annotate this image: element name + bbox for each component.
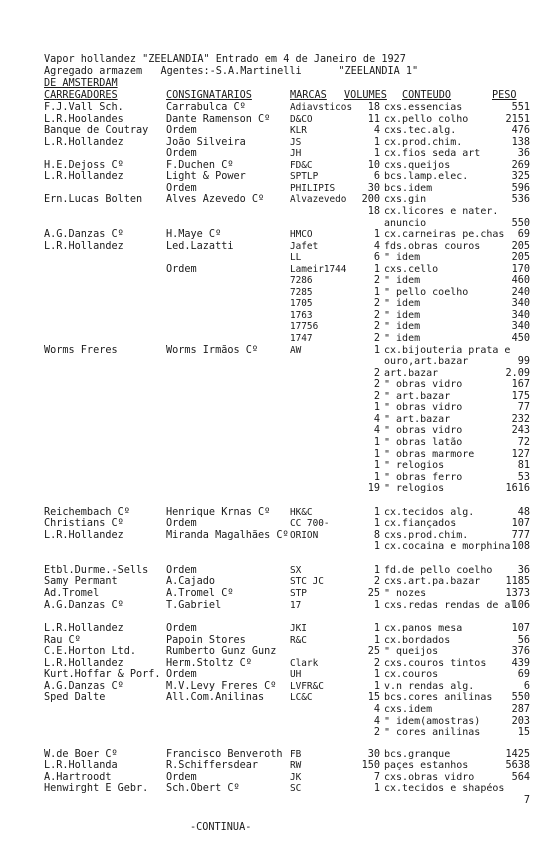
cell-conteudo: " art.bazar: [384, 390, 451, 402]
cell-volumes: 11: [367, 113, 380, 125]
cell-volumes: 1: [373, 506, 380, 518]
cell-consignatario: R.Schiffersdear: [166, 760, 259, 772]
cell-marca: Jafet: [290, 240, 319, 252]
cell-marca: HK&C: [290, 506, 313, 518]
cell-volumes: 2: [373, 657, 380, 669]
cell-conteudo: cxs.prod.chim.: [384, 529, 469, 541]
cell-carregador: Reichembach Cº: [44, 506, 130, 518]
cell-conteudo: bcs.granque: [384, 748, 451, 760]
cell-peso: 550: [511, 217, 530, 229]
cell-peso: 69: [517, 229, 530, 241]
cell-conteudo: " obras vidro: [384, 425, 463, 437]
cell-peso: 138: [511, 136, 530, 148]
cell-volumes: 1: [373, 148, 380, 160]
header-volumes: VOLUMES: [344, 90, 387, 101]
cell-volumes: 1: [373, 623, 380, 635]
cell-conteudo: cx.cocaina e morphina: [384, 541, 511, 553]
cell-conteudo: " obras latão: [384, 436, 463, 448]
cell-consignatario: A.Tromel Cº: [166, 588, 234, 599]
cell-volumes: 1: [373, 599, 380, 611]
cell-conteudo: bcs.cores anilinas: [384, 692, 493, 704]
cell-marca: 1747: [290, 333, 313, 344]
cell-volumes: 2: [373, 390, 380, 402]
cell-peso: 5638: [505, 760, 530, 772]
cell-peso: 2.09: [505, 367, 530, 379]
cell-marca: CC 700-: [290, 518, 330, 530]
cell-volumes: 4: [373, 413, 380, 425]
cell-carregador: F.J.Vall Sch.: [44, 102, 124, 113]
cell-consignatario: Ordem: [166, 771, 197, 783]
cell-conteudo: " idem: [384, 298, 421, 310]
cell-conteudo: cx.carneiras pe.chas: [384, 229, 505, 241]
cell-conteudo: cx.fios seda art: [384, 148, 481, 160]
cell-carregador: H.E.Dejoss Cº: [44, 159, 124, 171]
cell-peso: 340: [511, 298, 530, 310]
cell-volumes: 1: [373, 518, 380, 530]
cell-peso: 340: [511, 321, 530, 333]
cell-volumes: 1: [373, 634, 380, 646]
cell-consignatario: Ordem: [166, 263, 197, 275]
cell-conteudo: " idem: [384, 333, 421, 344]
cell-marca: JKI: [290, 623, 307, 635]
cell-marca: 1763: [290, 309, 313, 321]
cell-carregador: L.R.Hollandez: [44, 657, 124, 669]
cell-volumes: 1: [373, 680, 380, 692]
cell-marca: JK: [290, 771, 302, 783]
cell-conteudo: " relogios: [384, 460, 445, 472]
cell-peso: 205: [511, 252, 530, 264]
cell-conteudo: v.n rendas alg.: [384, 680, 475, 692]
cell-consignatario: Ordem: [166, 148, 197, 160]
cell-volumes: 1: [373, 783, 380, 795]
cell-volumes: 6: [373, 252, 380, 264]
cell-marca: SPTLP: [290, 171, 319, 183]
cell-conteudo: cxs.couros tintos: [384, 657, 487, 669]
cell-peso: 36: [517, 564, 530, 576]
cell-peso: 777: [511, 529, 530, 541]
cell-peso: 551: [511, 102, 530, 113]
cell-volumes: 2: [373, 576, 380, 588]
cell-conteudo: anuncio: [384, 217, 427, 229]
cell-marca: STC JC: [290, 576, 324, 588]
cell-volumes: 18: [367, 102, 380, 113]
cell-consignatario: Henrique Krnas Cº: [166, 506, 271, 518]
cell-volumes: 1: [373, 436, 380, 448]
cell-marca: 7285: [290, 286, 313, 298]
cell-conteudo: art.bazar: [384, 367, 439, 379]
cell-marca: LC&C: [290, 692, 313, 704]
cell-conteudo: fd.de pello coelho: [384, 564, 493, 576]
cell-carregador: L.R.Hollandez: [44, 171, 124, 183]
cell-carregador: Ern.Lucas Bolten: [44, 194, 143, 206]
cell-conteudo: ouro,art.bazar: [384, 356, 469, 368]
cell-conteudo: cxs.art.pa.bazar: [384, 576, 481, 588]
cell-conteudo: cxs.gin: [384, 194, 427, 206]
cell-volumes: 2: [373, 379, 380, 391]
cell-volumes: 4: [373, 240, 380, 252]
cell-carregador: L.R.Hollandez: [44, 623, 124, 635]
cell-conteudo: paçes estanhos: [384, 760, 469, 772]
cell-conteudo: cx.bordados: [384, 634, 451, 646]
cell-volumes: 2: [373, 321, 380, 333]
cell-volumes: 200: [361, 194, 380, 206]
cell-volumes: 7: [373, 771, 380, 783]
cell-carregador: Henwirght E Gebr.: [44, 783, 149, 795]
cell-carregador: L.R.Hollanda: [44, 760, 118, 772]
cell-consignatario: Rumberto Gunz Gunz: [166, 646, 277, 658]
cell-marca: JH: [290, 148, 302, 160]
cell-peso: 1373: [505, 588, 530, 599]
cell-marca: JS: [290, 136, 302, 148]
cell-consignatario: All.Com.Anilinas: [166, 692, 265, 704]
cell-carregador: Rau Cº: [44, 634, 81, 646]
cell-conteudo: bcs.lamp.elec.: [384, 171, 469, 183]
cell-volumes: 15: [367, 692, 380, 704]
cell-marca: 7286: [290, 275, 313, 287]
cell-carregador: Samy Permant: [44, 576, 118, 588]
cell-peso: 108: [511, 541, 530, 553]
cell-peso: 240: [511, 286, 530, 298]
cell-conteudo: cx.panos mesa: [384, 623, 463, 635]
cell-conteudo: " cores anilinas: [384, 727, 481, 739]
header-peso: PESO: [492, 90, 517, 101]
cell-conteudo: " relogios: [384, 483, 445, 495]
cell-peso: 106: [511, 599, 530, 611]
cell-volumes: 150: [361, 760, 380, 772]
cell-conteudo: bcs.idem: [384, 182, 433, 194]
cell-consignatario: F.Duchen Cº: [166, 159, 234, 171]
cell-volumes: 4: [373, 425, 380, 437]
cell-volumes: 25: [367, 588, 380, 599]
agents-line: Agregado armazem Agentes:-S.A.Martinelli "ZEELANDIA 1": [44, 66, 419, 77]
cell-peso: 72: [517, 436, 530, 448]
cell-volumes: 1: [373, 263, 380, 275]
cell-peso: 550: [511, 692, 530, 704]
cell-peso: 175: [511, 390, 530, 402]
cell-conteudo: " idem: [384, 321, 421, 333]
cell-conteudo: cxs.essencias: [384, 102, 463, 113]
cell-marca: 1705: [290, 298, 313, 310]
cell-peso: 287: [511, 703, 530, 715]
cell-marca: RW: [290, 760, 302, 772]
cell-peso: 6: [523, 680, 530, 692]
cell-carregador: L.R.Hoolandes: [44, 113, 124, 125]
cell-consignatario: M.V.Levy Freres Cº: [166, 680, 277, 692]
cell-peso: 536: [511, 194, 530, 206]
cell-carregador: C.E.Horton Ltd.: [44, 646, 137, 658]
cell-volumes: 1: [373, 448, 380, 460]
cell-consignatario: Ordem: [166, 564, 197, 576]
cell-peso: 48: [517, 506, 530, 518]
cell-peso: 1425: [505, 748, 530, 760]
cell-conteudo: cx.bijouteria prata e: [384, 344, 511, 356]
cell-volumes: 2: [373, 298, 380, 310]
cell-carregador: A.Hartroodt: [44, 771, 112, 783]
cell-peso: 203: [511, 715, 530, 727]
origin-label: DE AMSTERDAM: [44, 78, 118, 89]
cell-consignatario: Alves Azevedo Cº: [166, 194, 265, 206]
cell-peso: 476: [511, 125, 530, 137]
cell-marca: FB: [290, 748, 302, 760]
cell-peso: 107: [511, 623, 530, 635]
cell-peso: 450: [511, 333, 530, 344]
cell-conteudo: cxs.obras vidro: [384, 771, 475, 783]
cell-marca: LL: [290, 252, 302, 264]
cell-carregador: A.G.Danzas Cº: [44, 680, 124, 692]
cell-conteudo: cx.fiançados: [384, 518, 457, 530]
cell-conteudo: cxs.cello: [384, 263, 439, 275]
cell-marca: KLR: [290, 125, 307, 137]
cell-peso: 81: [517, 460, 530, 472]
cell-conteudo: " idem: [384, 309, 421, 321]
cell-volumes: 1: [373, 344, 380, 356]
cell-conteudo: cx.licores e nater.: [384, 205, 499, 217]
cell-volumes: 2: [373, 727, 380, 739]
cell-peso: 7: [523, 794, 530, 806]
cell-peso: 340: [511, 309, 530, 321]
cell-volumes: 18: [367, 205, 380, 217]
cell-peso: 15: [517, 727, 530, 739]
cell-peso: 167: [511, 379, 530, 391]
cell-carregador: Sped Dalte: [44, 692, 106, 704]
cell-consignatario: Ordem: [166, 182, 197, 194]
cell-peso: 376: [511, 646, 530, 658]
cell-consignatario: Dante Ramenson Cº: [166, 113, 271, 125]
cell-volumes: 2: [373, 333, 380, 344]
cell-peso: 170: [511, 263, 530, 275]
cell-peso: 243: [511, 425, 530, 437]
cell-volumes: 1: [373, 669, 380, 681]
cell-volumes: 8: [373, 529, 380, 541]
cell-peso: 53: [517, 471, 530, 483]
cell-consignatario: Ordem: [166, 125, 197, 137]
cell-peso: 1616: [505, 483, 530, 495]
cell-volumes: 30: [367, 748, 380, 760]
header-marcas: MARCAS: [290, 90, 327, 101]
cell-consignatario: Papoin Stores: [166, 634, 246, 646]
cell-consignatario: H.Maye Cº: [166, 229, 222, 241]
title-line: Vapor hollandez "ZEELANDIA" Entrado em 4 de Janeiro de 1927: [44, 54, 406, 65]
cell-volumes: 4: [373, 715, 380, 727]
cell-carregador: Banque de Coutray: [44, 125, 149, 137]
cell-conteudo: " obras ferro: [384, 471, 463, 483]
cell-consignatario: Herm.Stoltz Cº: [166, 657, 252, 669]
cell-marca: PHILIPIS: [290, 182, 336, 194]
cell-volumes: 25: [367, 646, 380, 658]
cell-consignatario: João Silveira: [166, 136, 246, 148]
cell-peso: 36: [517, 148, 530, 160]
cell-consignatario: Led.Lazatti: [166, 240, 234, 252]
cell-conteudo: " idem(amostras): [384, 715, 481, 727]
cell-conteudo: " idem: [384, 252, 421, 264]
cell-volumes: 1: [373, 286, 380, 298]
cell-marca: UH: [290, 669, 302, 681]
cell-peso: 56: [517, 634, 530, 646]
cell-volumes: 1: [373, 460, 380, 472]
cell-marca: SC: [290, 783, 302, 795]
cell-conteudo: cxs.redas rendas de al: [384, 599, 517, 611]
cell-marca: R&C: [290, 634, 307, 646]
cell-carregador: Etbl.Durme.-Sells: [44, 564, 149, 576]
cell-marca: Lameir1744: [290, 263, 347, 275]
cell-peso: 564: [511, 771, 530, 783]
cell-consignatario: Ordem: [166, 623, 197, 635]
cell-peso: 69: [517, 669, 530, 681]
cell-consignatario: A.Cajado: [166, 576, 216, 588]
cell-peso: 1185: [505, 576, 530, 588]
cell-volumes: 1: [373, 402, 380, 414]
cell-conteudo: cxs.queijos: [384, 159, 451, 171]
cell-conteudo: cx.tecidos alg.: [384, 506, 475, 518]
cell-consignatario: Sch.Obert Cº: [166, 783, 240, 795]
cell-consignatario: Ordem: [166, 518, 197, 530]
cell-conteudo: " art.bazar: [384, 413, 451, 425]
cell-volumes: 1: [373, 229, 380, 241]
cell-peso: 205: [511, 240, 530, 252]
cell-volumes: 1: [373, 564, 380, 576]
cell-marca: Adiavsticos: [290, 102, 353, 113]
cell-marca: HMCO: [290, 229, 313, 241]
cell-consignatario: Carrabulca Cº: [166, 102, 246, 113]
cell-consignatario: T.Gabriel: [166, 599, 222, 611]
cell-peso: 596: [511, 182, 530, 194]
cell-consignatario: Francisco Benveroth: [166, 748, 283, 760]
cell-volumes: 30: [367, 182, 380, 194]
cell-volumes: 4: [373, 125, 380, 137]
cell-conteudo: " obras vidro: [384, 379, 463, 391]
cell-consignatario: Worms Irmãos Cº: [166, 344, 259, 356]
cell-conteudo: " obras vidro: [384, 402, 463, 414]
cell-volumes: 1: [373, 471, 380, 483]
cell-conteudo: " nozes: [384, 588, 427, 599]
cell-carregador: A.G.Danzas Cº: [44, 599, 124, 611]
cell-conteudo: cx.couros: [384, 669, 439, 681]
cell-conteudo: cx.tecidos e shapéos: [384, 783, 505, 795]
cell-marca: Alvazevedo: [290, 194, 347, 206]
cell-marca: D&CO: [290, 113, 313, 125]
cell-volumes: 10: [367, 159, 380, 171]
cell-volumes: 19: [367, 483, 380, 495]
cell-volumes: 1: [373, 136, 380, 148]
cell-carregador: Ad.Tromel: [44, 588, 100, 599]
cell-volumes: 2: [373, 275, 380, 287]
cell-carregador: A.G.Danzas Cº: [44, 229, 124, 241]
cell-conteudo: " obras marmore: [384, 448, 475, 460]
continue-footer: -CONTINUA-: [190, 822, 252, 833]
cell-marca: STP: [290, 588, 307, 599]
cell-conteudo: cx.pello colho: [384, 113, 469, 125]
cell-conteudo: cx.prod.chim.: [384, 136, 463, 148]
cell-peso: 269: [511, 159, 530, 171]
cell-carregador: Kurt.Hoffar & Porf.: [44, 669, 161, 681]
cell-volumes: 6: [373, 171, 380, 183]
cell-peso: 99: [517, 356, 530, 368]
cell-marca: LVFR&C: [290, 680, 324, 692]
cell-peso: 77: [517, 402, 530, 414]
cell-marca: 17756: [290, 321, 319, 333]
cell-marca: ORION: [290, 529, 319, 541]
cell-marca: SX: [290, 564, 302, 576]
cell-conteudo: fds.obras couros: [384, 240, 481, 252]
cell-consignatario: Miranda Magalhães Cº: [166, 529, 289, 541]
cell-carregador: L.R.Hollandez: [44, 529, 124, 541]
cell-peso: 325: [511, 171, 530, 183]
cell-conteudo: " pello coelho: [384, 286, 469, 298]
cell-conteudo: " idem: [384, 275, 421, 287]
cell-peso: 2151: [505, 113, 530, 125]
header-consignatarios: CONSIGNATARIOS: [166, 90, 252, 101]
cell-peso: 439: [511, 657, 530, 669]
cell-carregador: L.R.Hollandez: [44, 240, 124, 252]
cell-volumes: 1: [373, 541, 380, 553]
header-conteudo: CONTEUDO: [402, 90, 452, 101]
cell-marca: AW: [290, 344, 302, 356]
cell-conteudo: cxs.tec.alg.: [384, 125, 457, 137]
cell-peso: 460: [511, 275, 530, 287]
cell-peso: 107: [511, 518, 530, 530]
cell-conteudo: cxs.idem: [384, 703, 433, 715]
cell-consignatario: Ordem: [166, 669, 197, 681]
cell-carregador: Worms Freres: [44, 344, 118, 356]
cell-consignatario: Light & Power: [166, 171, 246, 183]
cell-carregador: Christians Cº: [44, 518, 124, 530]
cell-volumes: 2: [373, 367, 380, 379]
cell-carregador: L.R.Hollandez: [44, 136, 124, 148]
cell-peso: 232: [511, 413, 530, 425]
cell-volumes: 4: [373, 703, 380, 715]
cell-volumes: 2: [373, 309, 380, 321]
cell-conteudo: " queijos: [384, 646, 439, 658]
cell-marca: FD&C: [290, 159, 313, 171]
cell-marca: Clark: [290, 657, 319, 669]
header-carregadores: CARREGADORES: [44, 90, 118, 101]
cell-carregador: W.de Boer Cº: [44, 748, 118, 760]
cell-peso: 127: [511, 448, 530, 460]
cell-marca: 17: [290, 599, 302, 611]
